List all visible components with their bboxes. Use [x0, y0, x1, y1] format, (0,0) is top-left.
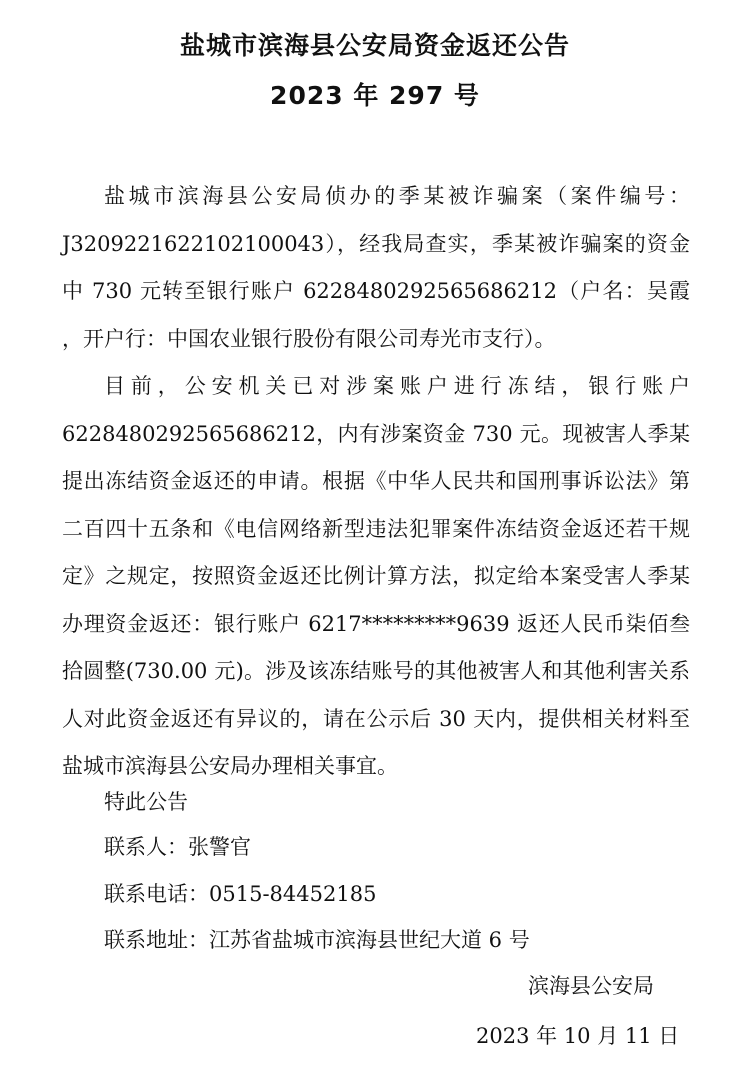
- refund-paragraph: 目前，公安机关已对涉案账户进行冻结，银行账户 6228480292565686212，内有涉案资金 730 元。现被害人季某提出冻结资金返还的申请。根据《中华人民共和国刑事诉讼法》第二百四十五条和《电信网络新型违法犯罪案件冻结资金返还若干规定》之规定，按照资金返还比例计算方法，拟定给本案受害人季某办理资金返还：银行账户 6217*********9639 返还人民币柒佰叁拾圆整(730.00 元)。涉及该冻结账号的其他被害人和其他利害关系人对此资金返还有异议的，请在公示后 30 天内，提供相关材料至盐城市滨海县公安局办理相关事宜。: [62, 374, 690, 778]
- notice-line: 特此公告: [104, 790, 188, 814]
- case-paragraph: 盐城市滨海县公安局侦办的季某被诈骗案（案件编号：J3209221622102100043），经我局查实，季某被诈骗案的资金中 730 元转至银行账户 6228480292565686212（户名：吴霞 ，开户行：中国农业银行股份有限公司寿光市支行）。: [62, 184, 690, 351]
- contact-phone: 联系电话：0515-84452185: [104, 882, 377, 906]
- issuing-organization: 滨海县公安局: [528, 974, 654, 998]
- document-number: 2023 年 297 号: [270, 81, 480, 110]
- contact-person: 联系人：张警官: [104, 835, 251, 859]
- contact-address: 联系地址：江苏省盐城市滨海县世纪大道 6 号: [104, 928, 530, 952]
- document-body: [62, 173, 690, 791]
- document-title: 盐城市滨海县公安局资金返还公告: [179, 31, 570, 60]
- issue-date: 2023 年 10 月 11 日: [476, 1024, 680, 1048]
